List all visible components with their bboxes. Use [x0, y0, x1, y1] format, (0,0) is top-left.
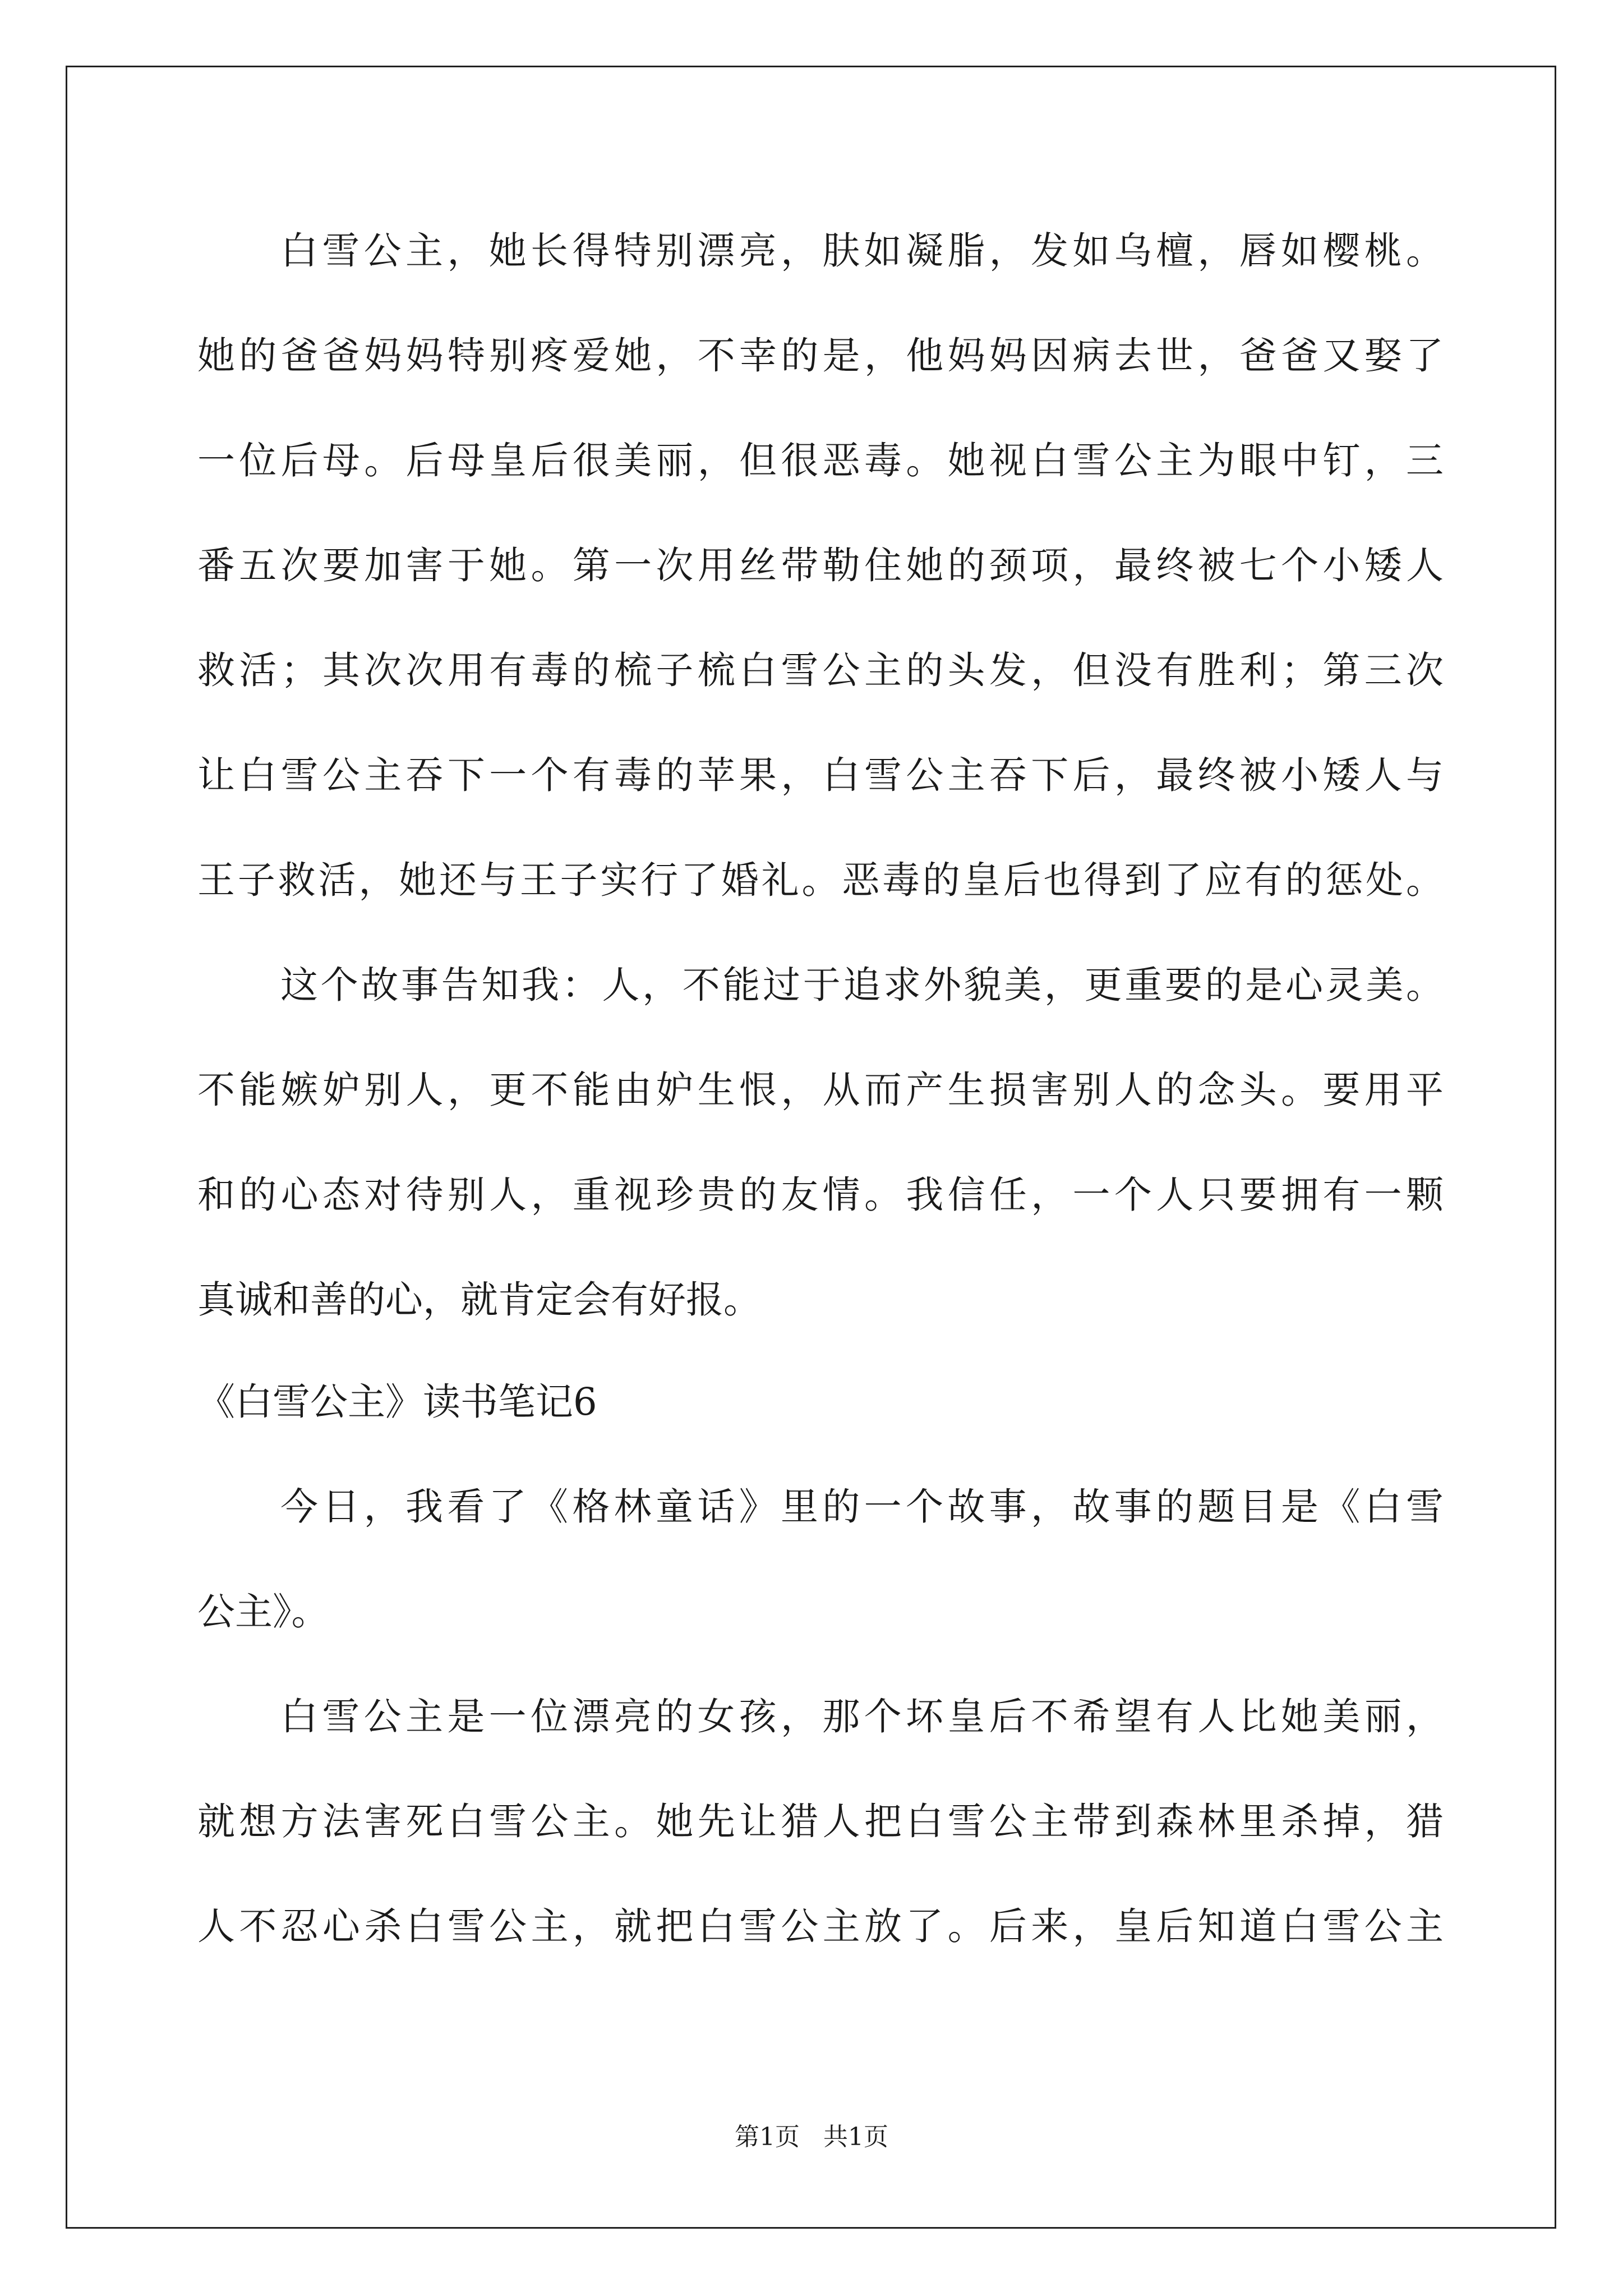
paragraph-line: 白雪公主是一位漂亮的女孩，那个坏皇后不希望有人比她美丽， [280, 1695, 1444, 1738]
paragraph-line: 让白雪公主吞下一个有毒的苹果，白雪公主吞下后，最终被小矮人与 [197, 753, 1444, 797]
paragraph-line: 番五次要加害于她。第一次用丝带勒住她的颈项，最终被七个小矮人 [197, 544, 1444, 587]
page-number-footer: 第1页 共1页 [735, 2123, 888, 2151]
paragraph-line: 公主》。 [197, 1590, 329, 1634]
paragraph-line: 这个故事告知我：人，不能过于追求外貌美，更重要的是心灵美。 [280, 963, 1444, 1007]
paragraph-line: 她的爸爸妈妈特别疼爱她，不幸的是，他妈妈因病去世，爸爸又娶了 [197, 334, 1444, 378]
paragraph-line: 不能嫉妒别人，更不能由妒生恨，从而产生损害别人的念头。要用平 [197, 1068, 1444, 1112]
paragraph-line: 一位后母。后母皇后很美丽，但很恶毒。她视白雪公主为眼中钉，三 [197, 439, 1444, 482]
section-heading: 《白雪公主》读书笔记6 [197, 1380, 597, 1424]
paragraph-line: 今日，我看了《格林童话》里的一个故事，故事的题目是《白雪 [280, 1485, 1444, 1529]
paragraph-line: 和的心态对待别人，重视珍贵的友情。我信任，一个人只要拥有一颗 [197, 1173, 1444, 1217]
paragraph-line: 王子救活，她还与王子实行了婚礼。恶毒的皇后也得到了应有的惩处。 [197, 858, 1444, 902]
paragraph-line: 真诚和善的心，就肯定会有好报。 [197, 1278, 761, 1322]
paragraph-line: 白雪公主，她长得特别漂亮，肤如凝脂，发如乌檀，唇如樱桃。 [280, 229, 1444, 273]
paragraph-line: 人不忍心杀白雪公主，就把白雪公主放了。后来，皇后知道白雪公主 [197, 1904, 1444, 1948]
paragraph-line: 就想方法害死白雪公主。她先让猎人把白雪公主带到森林里杀掉，猎 [197, 1800, 1444, 1843]
paragraph-line: 救活；其次次用有毒的梳子梳白雪公主的头发，但没有胜利；第三次 [197, 648, 1444, 692]
